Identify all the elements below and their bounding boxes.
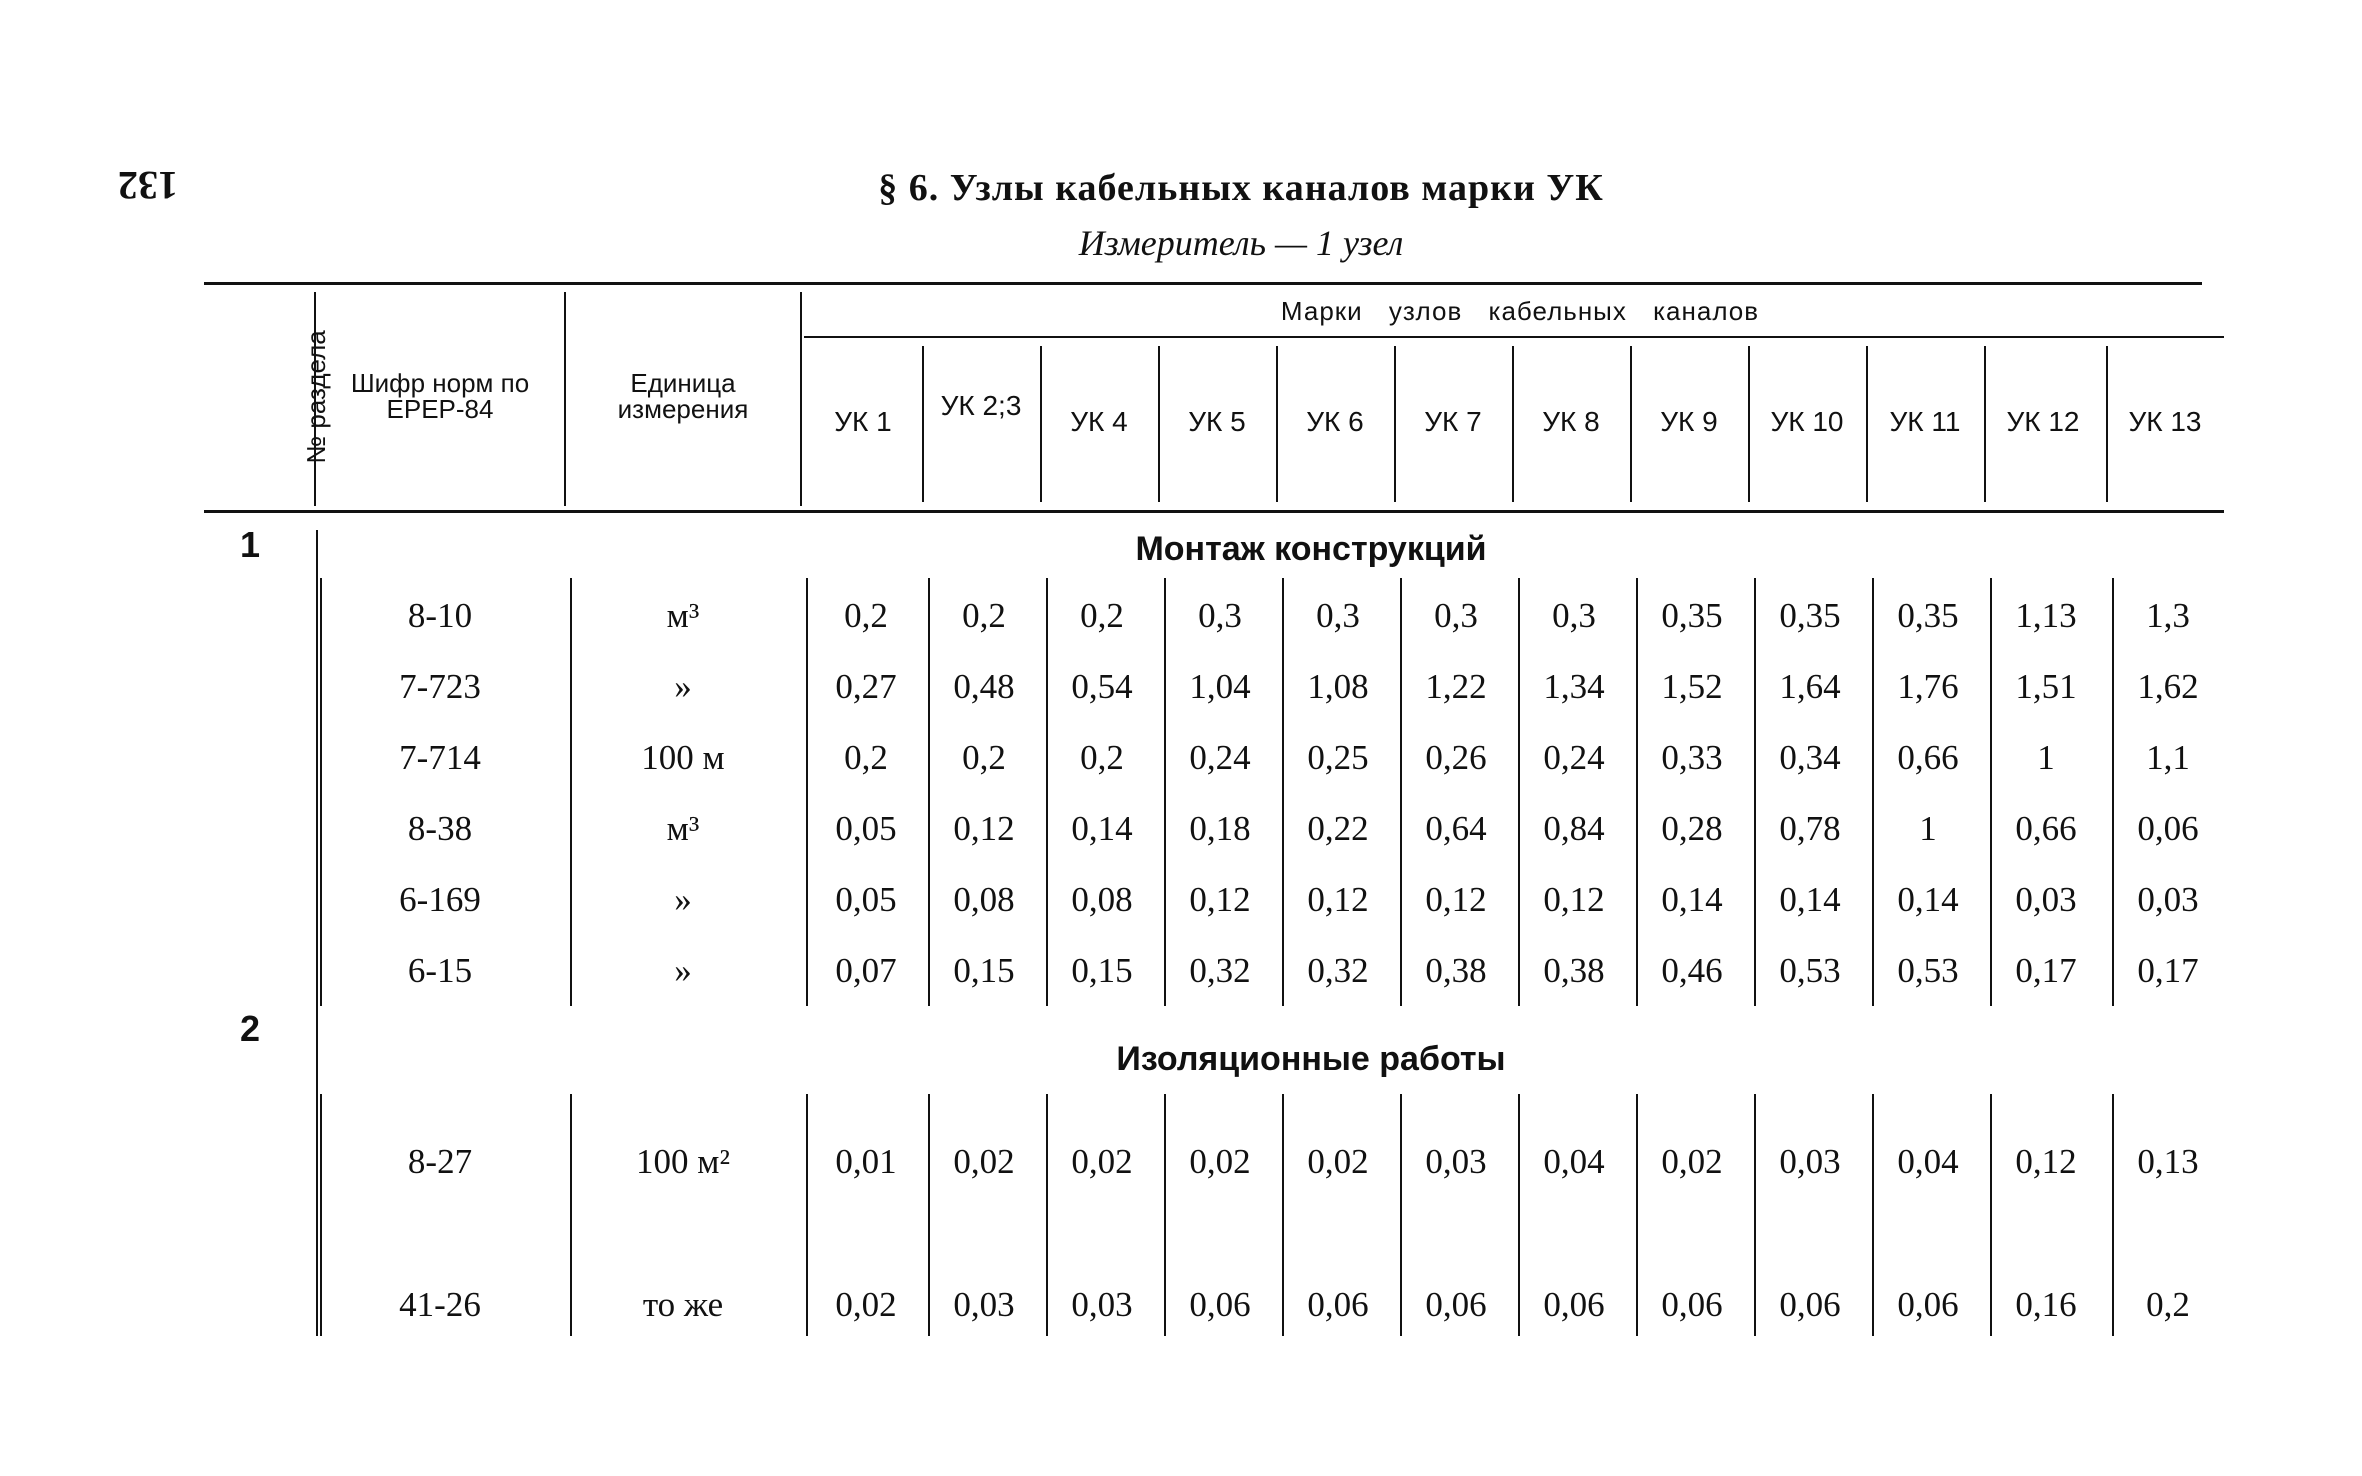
column-divider [2112, 578, 2114, 1006]
cell-unit: м³ [666, 596, 700, 635]
cell-value: 0,24 [1543, 738, 1605, 777]
cell-value: 0,03 [1779, 1142, 1841, 1181]
cell-value: 0,35 [1897, 596, 1959, 635]
cell-value: 0,06 [1661, 1285, 1723, 1324]
cell-value: 0,03 [2137, 880, 2199, 919]
cell-unit: » [674, 880, 692, 919]
cell-value: 0,15 [953, 951, 1015, 990]
cell-value: 0,06 [2137, 809, 2199, 848]
cell-value: 0,14 [1661, 880, 1723, 919]
cell-value: 0,3 [1316, 596, 1360, 635]
cell-value: 0,66 [1897, 738, 1959, 777]
cell-value: 1,22 [1425, 667, 1487, 706]
header-bottom-rule [204, 510, 2224, 513]
cell-value: 0,54 [1071, 667, 1133, 706]
header-divider [1984, 346, 1986, 502]
cell-value: 0,32 [1307, 951, 1369, 990]
cell-code: 8-10 [407, 596, 473, 635]
cell-value: 0,03 [953, 1285, 1015, 1324]
cell-unit: м³ [666, 809, 700, 848]
header-divider [564, 292, 566, 506]
group-title: Монтаж конструкций [1135, 530, 1487, 568]
cell-code: 8-27 [407, 1142, 473, 1181]
cell-value: 0,04 [1543, 1142, 1605, 1181]
cell-value: 1,34 [1543, 667, 1605, 706]
column-divider [1164, 578, 1166, 1006]
header-divider [800, 292, 802, 506]
cell-code: 8-38 [407, 809, 473, 848]
cell-value: 0,12 [2015, 1142, 2077, 1181]
cell-value: 0,06 [1897, 1285, 1959, 1324]
cell-code: 7-714 [399, 738, 481, 777]
cell-value: 0,06 [1779, 1285, 1841, 1324]
cell-value: 0,2 [2146, 1285, 2190, 1324]
column-divider [1990, 578, 1992, 1006]
cell-value: 0,2 [1080, 738, 1124, 777]
cell-value: 0,04 [1897, 1142, 1959, 1181]
cell-value: 0,33 [1661, 738, 1723, 777]
cell-value: 1,1 [2146, 738, 2190, 777]
column-divider [570, 578, 572, 1006]
column-divider [1636, 578, 1638, 1006]
header-divider [1630, 346, 1632, 502]
header-divider [2106, 346, 2108, 502]
cell-value: 0,08 [953, 880, 1015, 919]
cell-value: 1,52 [1661, 667, 1723, 706]
cell-value: 0,05 [835, 880, 897, 919]
cell-unit: » [674, 951, 692, 990]
cell-value: 1 [1919, 809, 1937, 848]
cell-value: 0,02 [835, 1285, 897, 1324]
cell-value: 0,26 [1425, 738, 1487, 777]
cell-value: 0,24 [1189, 738, 1251, 777]
cell-value: 0,12 [1307, 880, 1369, 919]
cell-value: 0,27 [835, 667, 897, 706]
brand-column-header: УК 5 [1188, 406, 1246, 437]
brand-column-header: УК 8 [1542, 406, 1600, 437]
cell-value: 0,06 [1425, 1285, 1487, 1324]
cell-value: 0,3 [1198, 596, 1242, 635]
cell-value: 0,12 [1189, 880, 1251, 919]
cell-value: 0,12 [1425, 880, 1487, 919]
cell-value: 1,51 [2015, 667, 2077, 706]
column-divider [1282, 578, 1284, 1006]
brand-column-header: УК 7 [1424, 406, 1482, 437]
column-divider [806, 1094, 808, 1336]
brand-column-header: УК 10 [1770, 406, 1844, 437]
brand-column-header: УК 13 [2128, 406, 2202, 437]
cell-value: 0,66 [2015, 809, 2077, 848]
column-divider [1754, 578, 1756, 1006]
cell-value: 0,02 [1661, 1142, 1723, 1181]
header-divider [922, 346, 924, 502]
cell-value: 0,28 [1661, 809, 1723, 848]
cell-value: 0,18 [1189, 809, 1251, 848]
header-divider [1866, 346, 1868, 502]
cell-value: 0,46 [1661, 951, 1723, 990]
cell-value: 0,02 [953, 1142, 1015, 1181]
section-number: 2 [240, 1008, 261, 1049]
cell-value: 0,12 [953, 809, 1015, 848]
table-top-rule [204, 282, 2202, 285]
brand-column-header: УК 9 [1660, 406, 1718, 437]
cell-value: 0,2 [844, 738, 888, 777]
header-divider [1276, 346, 1278, 502]
cell-unit: 100 м² [636, 1142, 730, 1181]
column-divider [806, 578, 808, 1006]
cell-value: 0,3 [1434, 596, 1478, 635]
cell-unit: то же [642, 1285, 724, 1324]
section-title: § 6. Узлы кабельных каналов марки УК [878, 167, 1604, 209]
cell-value: 0,06 [1307, 1285, 1369, 1324]
cell-value: 0,2 [1080, 596, 1124, 635]
cell-value: 0,13 [2137, 1142, 2199, 1181]
cell-value: 0,38 [1543, 951, 1605, 990]
cell-value: 0,32 [1189, 951, 1251, 990]
group-title: Изоляционные работы [1116, 1040, 1506, 1078]
cell-value: 1,64 [1779, 667, 1841, 706]
cell-value: 0,2 [962, 596, 1006, 635]
column-divider [320, 578, 322, 1006]
column-divider [1872, 578, 1874, 1006]
cell-value: 0,06 [1189, 1285, 1251, 1324]
brand-column-header: УК 12 [2006, 406, 2080, 437]
cell-value: 0,35 [1779, 596, 1841, 635]
header-divider [1394, 346, 1396, 502]
column-divider [1400, 578, 1402, 1006]
cell-value: 0,22 [1307, 809, 1369, 848]
cell-value: 0,34 [1779, 738, 1841, 777]
cell-value: 0,14 [1897, 880, 1959, 919]
section-number: 1 [240, 524, 261, 565]
cell-code: 6-15 [407, 951, 473, 990]
header-divider [1512, 346, 1514, 502]
cell-value: 0,84 [1543, 809, 1605, 848]
cell-value: 0,08 [1071, 880, 1133, 919]
cell-value: 0,14 [1071, 809, 1133, 848]
cell-value: 0,02 [1189, 1142, 1251, 1181]
brand-column-header: УК 4 [1070, 406, 1128, 437]
cell-value: 1,76 [1897, 667, 1959, 706]
cell-value: 0,02 [1071, 1142, 1133, 1181]
cell-code: 6-169 [399, 880, 481, 919]
column-divider [1518, 578, 1520, 1006]
cell-value: 1,13 [2015, 596, 2077, 635]
section-divider [316, 530, 318, 1336]
cell-value: 0,35 [1661, 596, 1723, 635]
cell-code: 41-26 [399, 1285, 481, 1324]
header-code: Шифр норм по ЕРЕР-84 [350, 368, 530, 424]
cell-value: 0,3 [1552, 596, 1596, 635]
brand-column-header: УК 1 [834, 406, 892, 437]
cell-value: 0,2 [962, 738, 1006, 777]
page-number: 132 [118, 163, 178, 208]
header-divider [1040, 346, 1042, 502]
header-divider [1748, 346, 1750, 502]
cell-value: 0,48 [953, 667, 1015, 706]
cell-value: 0,38 [1425, 951, 1487, 990]
header-divider [1158, 346, 1160, 502]
cell-value: 0,12 [1543, 880, 1605, 919]
cell-value: 0,02 [1307, 1142, 1369, 1181]
cell-unit: 100 м [641, 738, 725, 777]
cell-value: 0,03 [2015, 880, 2077, 919]
brand-column-header: УК 6 [1306, 406, 1364, 437]
cell-value: 0,53 [1897, 951, 1959, 990]
cell-code: 7-723 [399, 667, 481, 706]
cell-value: 0,15 [1071, 951, 1133, 990]
cell-value: 0,05 [835, 809, 897, 848]
cell-value: 0,06 [1543, 1285, 1605, 1324]
header-section-no: № раздела [301, 330, 331, 464]
measure-subtitle: Измеритель — 1 узел [1078, 223, 1404, 263]
cell-value: 0,07 [835, 951, 897, 990]
cell-value: 0,2 [844, 596, 888, 635]
cell-value: 1,3 [2146, 596, 2190, 635]
header-unit: Единица измерения [617, 368, 749, 424]
cell-value: 1 [2037, 738, 2055, 777]
cell-value: 1,62 [2137, 667, 2199, 706]
cell-value: 0,03 [1425, 1142, 1487, 1181]
cell-value: 0,25 [1307, 738, 1369, 777]
cell-unit: » [674, 667, 692, 706]
column-divider [928, 578, 930, 1006]
cell-value: 1,08 [1307, 667, 1369, 706]
brand-column-header: УК 11 [1889, 406, 1961, 437]
cell-value: 0,78 [1779, 809, 1841, 848]
cell-value: 0,64 [1425, 809, 1487, 848]
cell-value: 0,53 [1779, 951, 1841, 990]
cell-value: 0,14 [1779, 880, 1841, 919]
cell-value: 1,04 [1189, 667, 1251, 706]
cell-value: 0,01 [835, 1142, 897, 1181]
brands-rule [804, 336, 2224, 338]
brand-column-header: УК 2;3 [940, 390, 1022, 421]
cell-value: 0,17 [2137, 951, 2199, 990]
cell-value: 0,03 [1071, 1285, 1133, 1324]
cell-value: 0,16 [2015, 1285, 2077, 1324]
column-divider [1046, 578, 1048, 1006]
header-brands-title: Марки узлов кабельных каналов [1280, 296, 1760, 326]
cell-value: 0,17 [2015, 951, 2077, 990]
